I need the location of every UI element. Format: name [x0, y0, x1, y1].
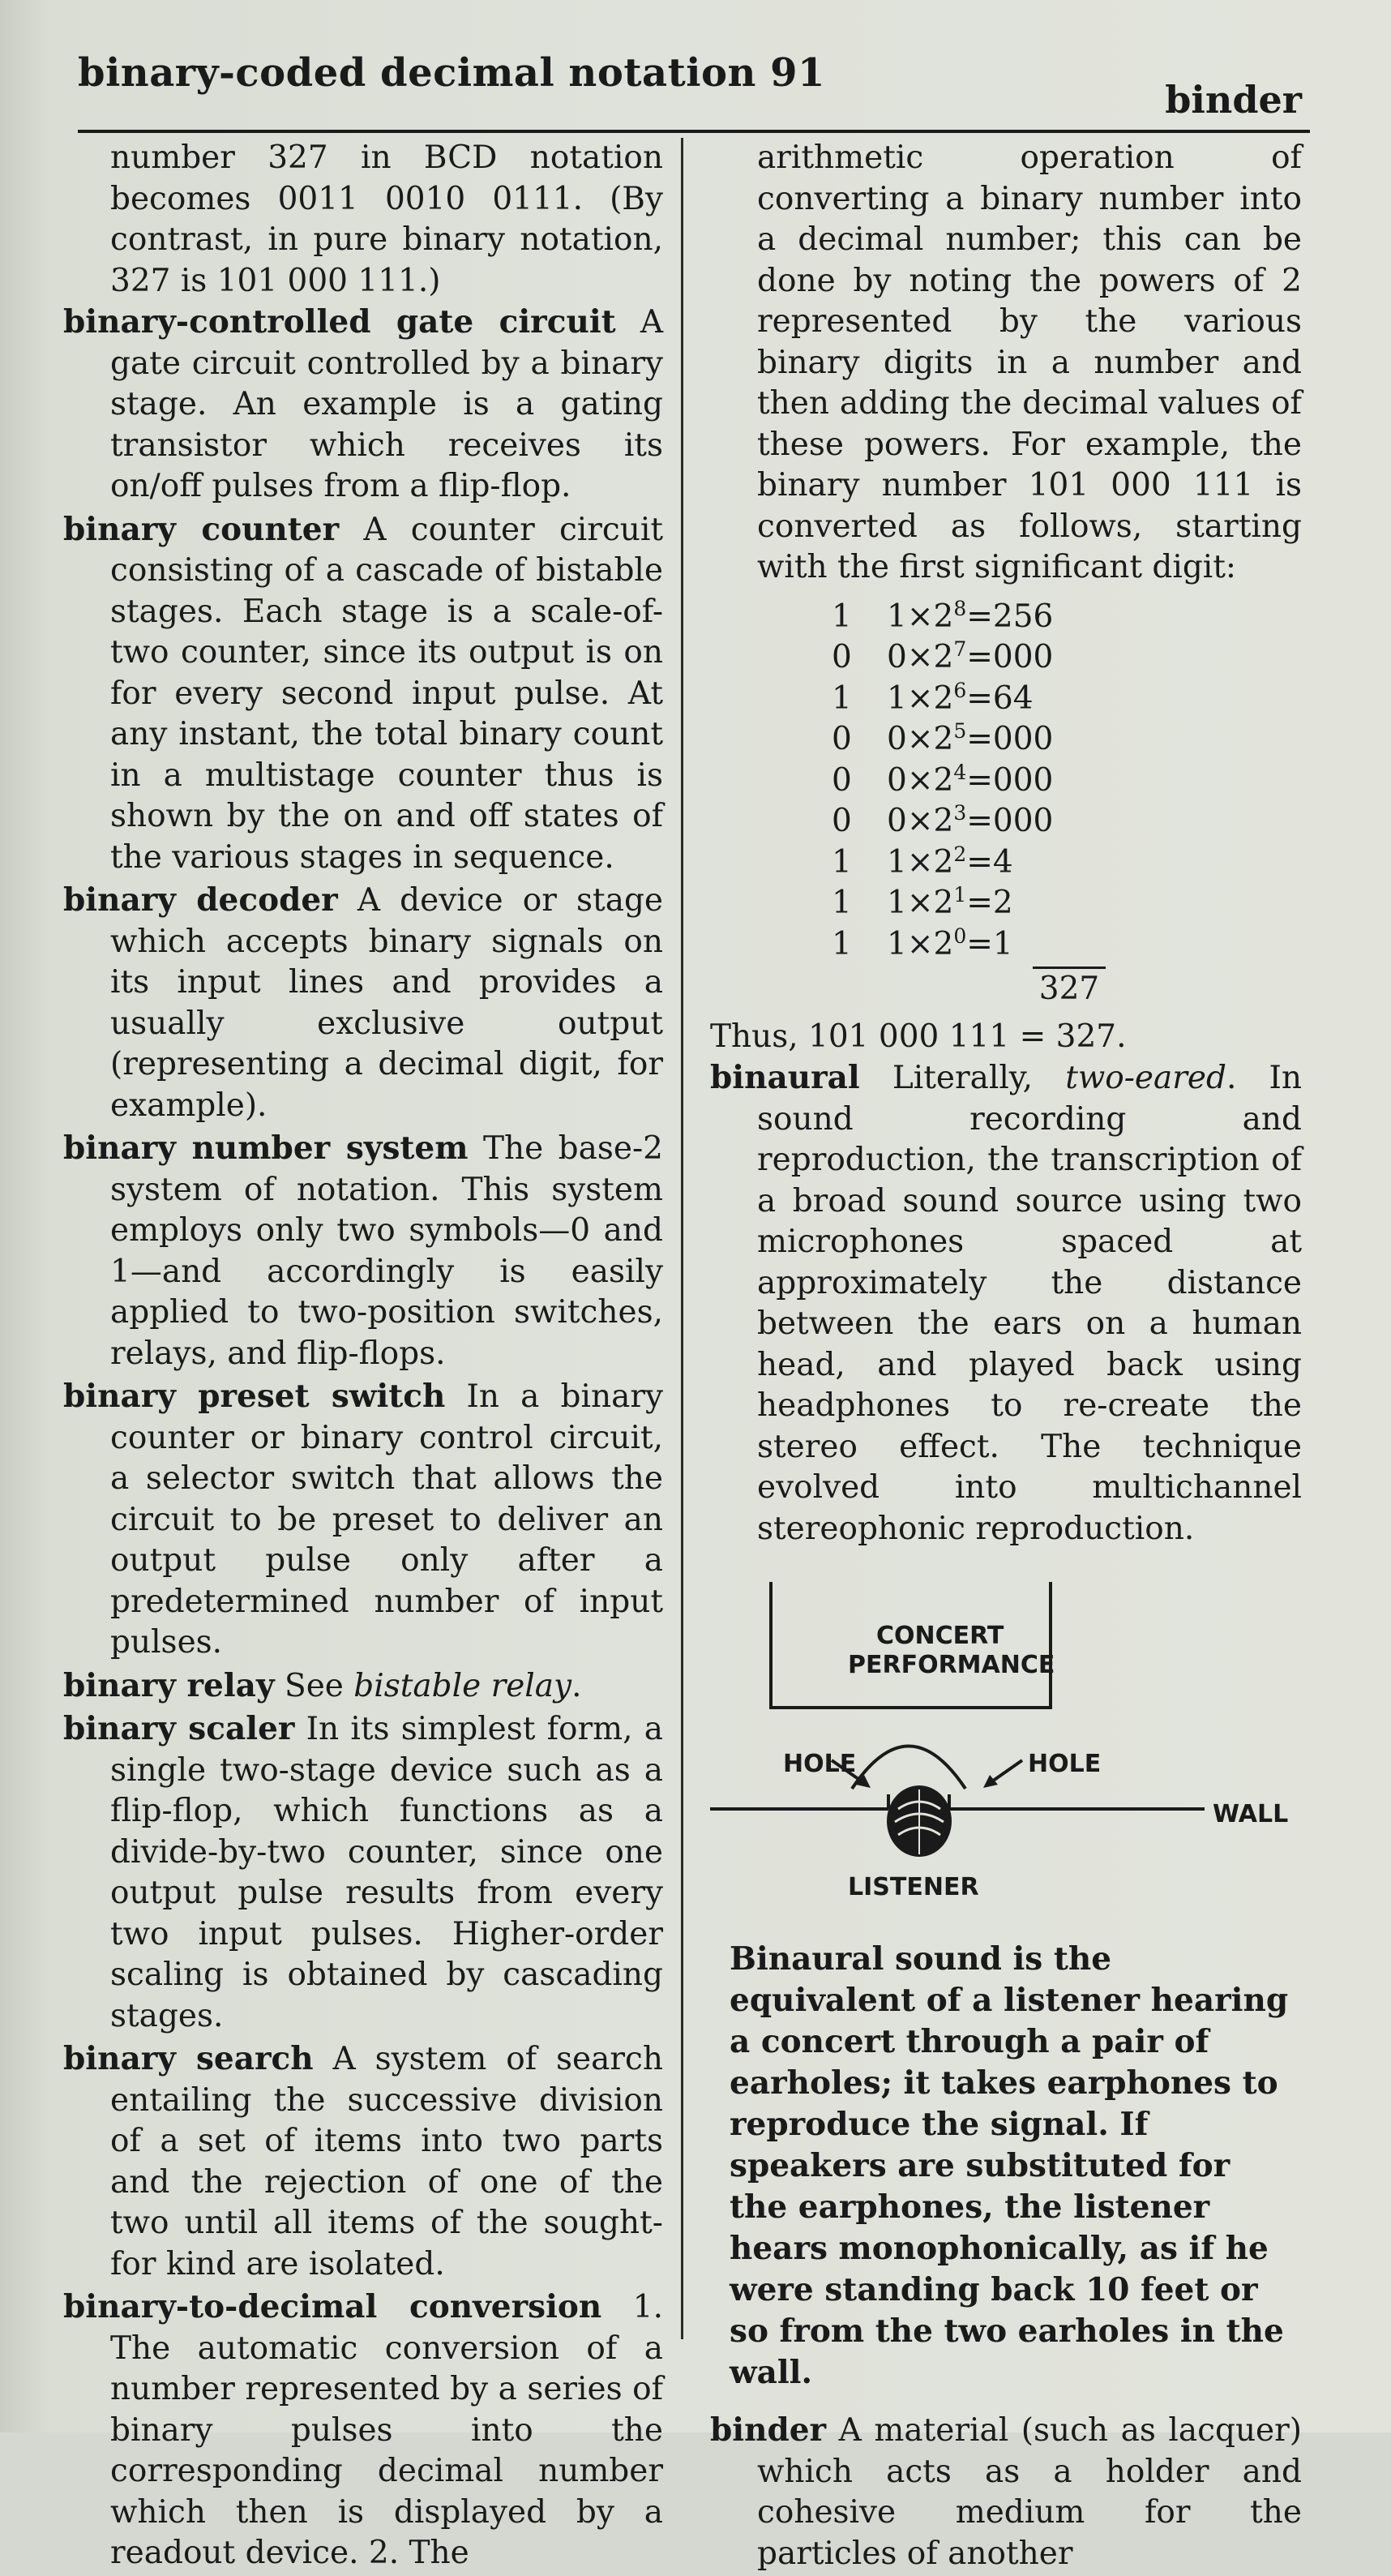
- calc-exponent: 7: [953, 637, 967, 661]
- entry-term: binary preset switch: [63, 1378, 446, 1415]
- calc-digit: 0: [832, 761, 852, 799]
- calc-row: [832, 679, 1302, 720]
- entry-text: A gate circuit controlled by a binary stage. An example is a gating transistor which receives its on/off pulses from a flip-flop.: [110, 304, 664, 504]
- calc-expression: [887, 637, 1053, 679]
- entry-term: binary scaler: [63, 1710, 295, 1747]
- calc-result: =2: [966, 885, 1013, 921]
- page-header: [78, 50, 1310, 139]
- calc-result: =000: [966, 721, 1054, 757]
- calc-digit: 0: [832, 803, 852, 839]
- entry-binaural: [710, 1057, 1302, 1549]
- calc-result: =4: [966, 843, 1013, 881]
- calc-row: [832, 924, 1302, 966]
- calc-base: 0×2: [887, 761, 954, 799]
- entry-text-end: .: [571, 1667, 582, 1704]
- hole-right-label: HOLE: [1028, 1750, 1102, 1778]
- entry-binary-number-system: [63, 1128, 663, 1374]
- entry-text: A device or stage which accepts binary signals on its input lines and provides a usually exclusive output (representing a decimal digit, for example).: [110, 882, 664, 1124]
- calc-digit: 0: [832, 721, 852, 757]
- calc-row: [832, 597, 1302, 638]
- calc-exponent: 5: [953, 719, 967, 743]
- calc-base: 0×2: [887, 721, 954, 757]
- calc-expression: [887, 883, 1013, 924]
- entry-binary-preset-switch: [63, 1376, 663, 1664]
- entry-continuation: number 327 in BCD notation becomes 0011 0010 0111. (By contrast, in pure binary notation, 327 is 101 000 111.): [110, 139, 663, 299]
- left-column: [63, 138, 663, 2576]
- header-rule: [78, 130, 1310, 133]
- calc-exponent: 3: [953, 801, 967, 825]
- calc-expression: [887, 801, 1053, 842]
- listener-label: LISTENER: [848, 1873, 979, 1901]
- calc-base: 1×2: [887, 679, 954, 717]
- calc-row: [832, 761, 1302, 802]
- calc-result: =000: [966, 639, 1054, 675]
- calc-digit: 1: [832, 843, 852, 881]
- entry-term: binder: [710, 2411, 827, 2449]
- calc-result: =64: [966, 679, 1034, 717]
- running-head-right: binder: [1165, 78, 1302, 122]
- figure-caption: Binaural sound is the equivalent of a listener hearing a concert through a pair of earholes; it takes earphones to reproduce the signal. If speakers are substituted for the earphones, the listener hears monophonically, as if he were standing back 10 feet or so from the two earholes in the wall.: [730, 1940, 1289, 2391]
- calc-digit: 1: [832, 885, 852, 921]
- entry-text: Literally,: [859, 1060, 1066, 1096]
- entry-continuation: arithmetic operation of converting a binary number into a decimal number; this can be done by noting the powers of 2 represented by the various binary digits in a number and then adding the decimal values of these powers. For example, the binary number 101 000 111 is converted as follows, starting with the first significant digit:: [757, 139, 1302, 585]
- entry-binary-search: [63, 2038, 663, 2285]
- entry-term: binary decoder: [63, 881, 338, 919]
- entry-term: binary counter: [63, 510, 340, 548]
- calc-exponent: 6: [953, 678, 967, 702]
- concert-label-line2: PERFORMANCE: [848, 1651, 1055, 1679]
- entry-text: In its simplest form, a single two-stage device such as a flip-flop, which functions as a divide-by-two counter, since one output pulse results from every two input pulses. Higher-order scaling is obtained by cascading stages.: [110, 1711, 663, 2034]
- entry-binary-counter: [63, 509, 663, 879]
- entry-binary-decoder: [63, 880, 663, 1126]
- calc-row: [832, 637, 1302, 679]
- entry-term: binary-controlled gate circuit: [63, 303, 616, 341]
- calc-result: =256: [966, 598, 1054, 635]
- entry-term: binary relay: [63, 1666, 275, 1704]
- entry-text: . In sound recording and reproduction, the transcription of a broad sound source using two microphones spaced at approximately the distance between the ears on a human head, and played back using headphones to re-create the stereo effect. The technique evolved into multichannel stereophonic reproduction.: [757, 1060, 1302, 1547]
- calc-expression: [887, 597, 1053, 638]
- calc-expression: [887, 761, 1053, 802]
- hole-left-label: HOLE: [783, 1750, 857, 1778]
- calc-row: [832, 842, 1302, 884]
- calc-digit: 1: [832, 925, 852, 962]
- calc-base: 1×2: [887, 843, 954, 881]
- sound-arch: [852, 1747, 965, 1789]
- entry-term: binary search: [63, 2040, 314, 2077]
- calc-base: 1×2: [887, 598, 954, 635]
- calc-exponent: 4: [953, 760, 967, 784]
- entry-binary-controlled-gate-circuit: [63, 302, 663, 508]
- column-divider: [681, 138, 683, 2339]
- calc-row: [832, 719, 1302, 761]
- cross-reference: bistable relay: [353, 1667, 572, 1704]
- calc-base: 1×2: [887, 925, 954, 962]
- calc-row: [832, 883, 1302, 924]
- entry-text: A material (such as lacquer) which acts as a holder and cohesive medium for the particles of another: [757, 2412, 1302, 2572]
- calc-exponent: 1: [953, 883, 967, 907]
- entry-text: In a binary counter or binary control circuit, a selector switch that allows the circuit to be preset to deliver an output pulse only after a predetermined number of input pulses.: [110, 1378, 663, 1661]
- entry-term: binary number system: [63, 1129, 469, 1167]
- entry-text: A system of search entailing the successive division of a set of items into two parts and the rejection of one of the two until all items of the sought-for kind are isolated.: [110, 2041, 663, 2282]
- binaural-figure: [710, 1582, 1302, 1931]
- entry-text: See: [274, 1667, 354, 1704]
- entry-binary-to-decimal-conversion: [63, 2287, 663, 2574]
- entry-text: A counter circuit consisting of a cascade of bistable stages. Each stage is a scale-of-two counter, since its output is on for every second input pulse. At any instant, the total binary count in a multistage counter thus is shown by the on and off states of the various stages in sequence.: [110, 511, 664, 876]
- calc-result: =000: [966, 761, 1054, 799]
- calc-expression: [887, 924, 1013, 966]
- calc-expression: [887, 719, 1053, 761]
- calc-result: =000: [966, 803, 1054, 839]
- calc-base: 0×2: [887, 639, 954, 675]
- entry-binder: [710, 2410, 1302, 2574]
- conversion-table: [832, 597, 1302, 1010]
- right-column: [710, 138, 1302, 2576]
- calc-expression: [887, 679, 1034, 720]
- listener-head-icon: [887, 1785, 952, 1857]
- calc-base: 1×2: [887, 885, 954, 921]
- entry-binary-scaler: [63, 1708, 663, 2037]
- calc-exponent: 8: [953, 596, 967, 620]
- calc-digit: 1: [832, 598, 852, 635]
- entry-term: binaural: [710, 1059, 860, 1096]
- entry-text: The base-2 system of notation. This system employs only two symbols—0 and 1—and accordingly is easily applied to two-position switches, relays, and flip-flops.: [110, 1130, 663, 1372]
- calc-exponent: 0: [953, 924, 967, 948]
- calc-result: =1: [966, 925, 1013, 962]
- entry-term: binary-to-decimal conversion: [63, 2288, 602, 2325]
- calc-row: [832, 801, 1302, 842]
- hole-right-arrowhead: [983, 1775, 998, 1788]
- entry-italic: two-eared: [1065, 1060, 1226, 1096]
- wall-label: WALL: [1213, 1800, 1289, 1828]
- calc-expression: [887, 842, 1013, 884]
- concert-label-line1: CONCERT: [876, 1622, 1004, 1650]
- conversion-conclusion: Thus, 101 000 111 = 327.: [710, 1018, 1127, 1055]
- running-head-left: binary-coded decimal notation 91: [78, 50, 825, 96]
- calc-exponent: 2: [953, 842, 967, 866]
- hole-right-arrow: [990, 1760, 1022, 1783]
- calc-digit: 1: [832, 679, 852, 717]
- calc-total: 327: [1033, 967, 1106, 1010]
- entry-binary-relay: [63, 1665, 663, 1708]
- calc-base: 0×2: [887, 803, 954, 839]
- calc-digit: 0: [832, 639, 852, 675]
- entry-text: 1. The automatic conversion of a number represented by a series of binary pulses into the corresponding decimal number which then is displayed by a readout device. 2. The: [110, 2289, 663, 2571]
